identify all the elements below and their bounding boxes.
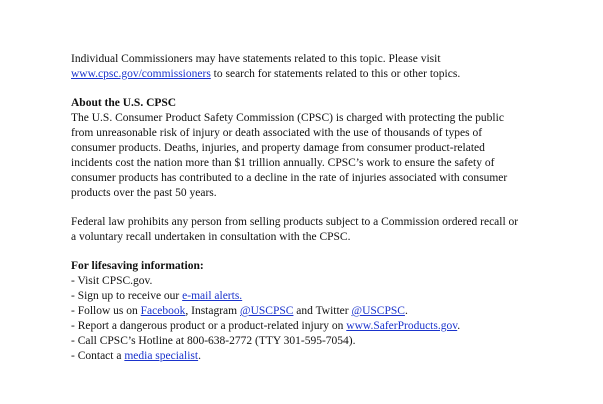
signup-text: - Sign up to receive our (71, 290, 183, 302)
follow-item (71, 304, 573, 319)
saferproducts-link[interactable]: www.SaferProducts.gov (346, 320, 458, 332)
federal-line: a voluntary recall undertaken in consultation with the CPSC. (71, 231, 351, 243)
about-heading: About the U.S. CPSC (71, 97, 177, 109)
about-line: consumer products. Deaths, injuries, and property damage from consumer product-related (71, 142, 485, 154)
report-text: - Report a dangerous product or a product-related injury on (71, 320, 347, 332)
about-line: The U.S. Consumer Product Safety Commission (CPSC) is charged with protecting the public (71, 112, 504, 124)
contact-text: - Contact a (71, 350, 125, 362)
about-line: products over the past 50 years. (71, 187, 217, 199)
signup-item (71, 289, 573, 304)
lifesaving-heading: For lifesaving information: (71, 260, 204, 272)
report-suffix: . (457, 320, 461, 332)
instagram-text: , Instagram (185, 305, 240, 317)
media-specialist-link[interactable]: media specialist (124, 350, 199, 362)
twitter-link[interactable]: @USCPSC (351, 305, 405, 317)
about-line: incidents cost the nation more than $1 trillion annually. CPSC’s work to ensure the safety of (71, 157, 495, 169)
about-section (71, 96, 573, 201)
facebook-link[interactable]: Facebook (140, 305, 186, 317)
instagram-link[interactable]: @USCPSC (239, 305, 294, 317)
federal-line: Federal law prohibits any person from selling products subject to a Commission ordered recall or (71, 216, 519, 228)
about-line: from unreasonable risk of injury or death associated with the use of thousands of types of (71, 127, 483, 139)
commissioners-line-1: Individual Commissioners may have statements related to this topic. Please visit (71, 53, 441, 65)
twitter-suffix: . (404, 305, 408, 317)
commissioners-line-2-text: to search for statements related to this or other topics. (210, 68, 461, 80)
follow-text: - Follow us on (71, 305, 141, 317)
email-alerts-link[interactable]: e-mail alerts. (182, 290, 243, 302)
report-item (71, 319, 573, 334)
contact-suffix: . (198, 350, 201, 362)
twitter-text: and Twitter (293, 305, 352, 317)
about-line: consumer products has contributed to a decline in the rate of injuries associated with consumer (71, 172, 508, 184)
hotline-item: - Call CPSC’s Hotline at 800-638-2772 (TTY 301-595-7054). (71, 335, 356, 347)
visit-item: - Visit CPSC.gov. (71, 275, 153, 287)
lifesaving-section (71, 259, 573, 364)
federal-law-paragraph (71, 215, 573, 245)
contact-item (71, 349, 573, 364)
commissioners-line-2 (71, 67, 573, 82)
commissioners-link[interactable]: www.cpsc.gov/commissioners (71, 68, 211, 80)
commissioners-paragraph (71, 52, 573, 82)
